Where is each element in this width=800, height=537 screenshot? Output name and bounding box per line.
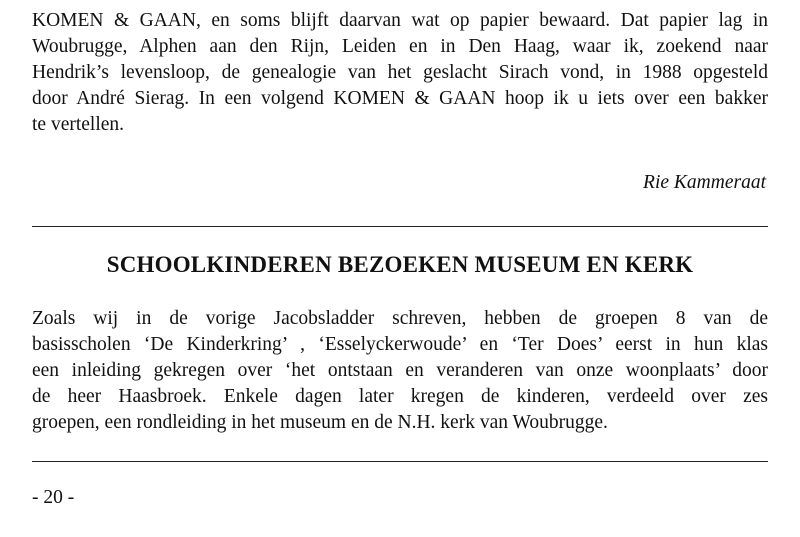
paragraph-line: te vertellen. <box>32 114 125 135</box>
article-komen-gaan-paragraph <box>32 8 768 138</box>
article-heading: SCHOOLKINDEREN BEZOEKEN MUSEUM EN KERK <box>106 252 694 277</box>
paragraph-line: groepen, een rondleiding in het museum en de N.H. kerk van Woubrugge. <box>32 412 608 433</box>
author-signature: Rie Kammeraat <box>643 172 766 193</box>
section-divider <box>32 461 768 462</box>
paragraph-line: Woubrugge, Alphen aan den Rijn, Leiden en in Den Haag, waar ik, zoekend naar <box>32 36 768 57</box>
paragraph-line: Hendrik’s levensloop, de genealogie van het geslacht Sirach vond, in 1988 opgesteld <box>32 62 768 83</box>
paragraph-line: basisscholen ‘De Kinderkring’ , ‘Esselyckerwoude’ en ‘Ter Does’ eerst in hun klas <box>32 334 768 355</box>
article-school-visit-paragraph <box>32 306 768 436</box>
page-number: - 20 - <box>32 487 75 508</box>
paragraph-line: KOMEN & GAAN, en soms blijft daarvan wat op papier bewaard. Dat papier lag in <box>32 10 768 31</box>
paragraph-line: de heer Haasbroek. Enkele dagen later kregen de kinderen, verdeeld over zes <box>32 386 768 407</box>
paragraph-line: een inleiding gekregen over ‘het ontstaan en veranderen van onze woonplaats’ door <box>32 360 768 381</box>
section-divider <box>32 226 768 227</box>
paragraph-line: door André Sierag. In een volgend KOMEN & GAAN hoop ik u iets over een bakker <box>32 88 768 109</box>
paragraph-line: Zoals wij in de vorige Jacobsladder schreven, hebben de groepen 8 van de <box>32 308 768 329</box>
